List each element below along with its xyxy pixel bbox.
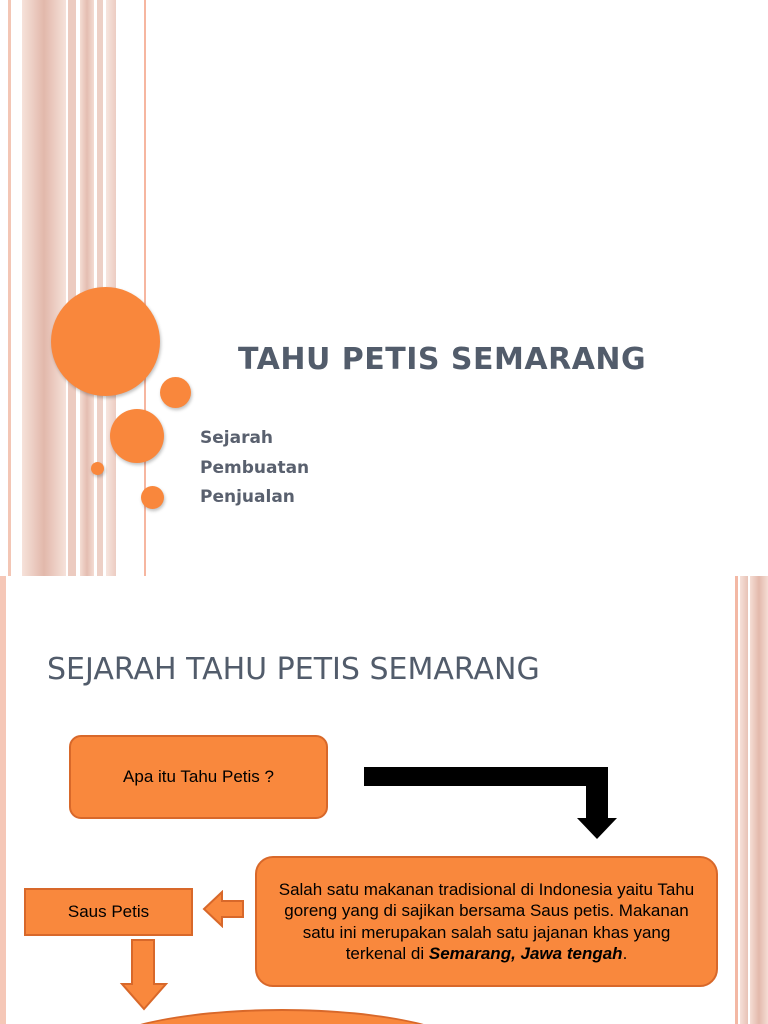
decorative-stripe	[740, 576, 748, 1024]
slide-title: TAHU PETIS SEMARANG	[238, 342, 647, 377]
decorative-circle	[91, 462, 104, 475]
saus-petis-box	[24, 888, 193, 936]
description-text	[271, 879, 702, 965]
description-body: Salah satu makanan tradisional di Indonesia yaitu Tahu goreng yang di sajikan bersama Saus petis. Makanan satu ini merupakan salah satu jajanan khas yang terkenal di	[278, 879, 695, 963]
decorative-circle	[141, 486, 164, 509]
subtitle-list	[200, 424, 309, 513]
subtitle-item-penjualan: Penjualan	[200, 487, 295, 507]
question-box	[69, 735, 328, 819]
decorative-stripe	[8, 0, 11, 576]
subtitle-item-sejarah: Sejarah	[200, 428, 274, 448]
decorative-circle	[110, 409, 164, 463]
subtitle-item-pembuatan: Pembuatan	[200, 457, 310, 478]
description-emphasis: Semarang, Jawa tengah	[428, 944, 623, 963]
elbow-arrow-icon	[360, 764, 622, 842]
saus-petis-label: Saus Petis	[67, 902, 150, 921]
decorative-circle-large	[51, 287, 160, 396]
decorative-stripe	[22, 0, 66, 576]
decorative-circle	[160, 377, 191, 408]
description-suffix: .	[622, 944, 628, 963]
slide-title: SEJARAH TAHU PETIS SEMARANG	[47, 652, 540, 687]
description-box	[255, 856, 718, 987]
decorative-stripe	[750, 576, 768, 1024]
decorative-stripe	[735, 576, 738, 1024]
arrow-down-icon	[118, 938, 170, 1012]
decorative-stripe	[0, 576, 6, 1024]
decorative-stripe	[68, 0, 76, 576]
history-slide	[0, 576, 768, 1024]
arrow-left-icon	[202, 890, 246, 928]
question-text: Apa itu Tahu Petis ?	[123, 767, 274, 786]
